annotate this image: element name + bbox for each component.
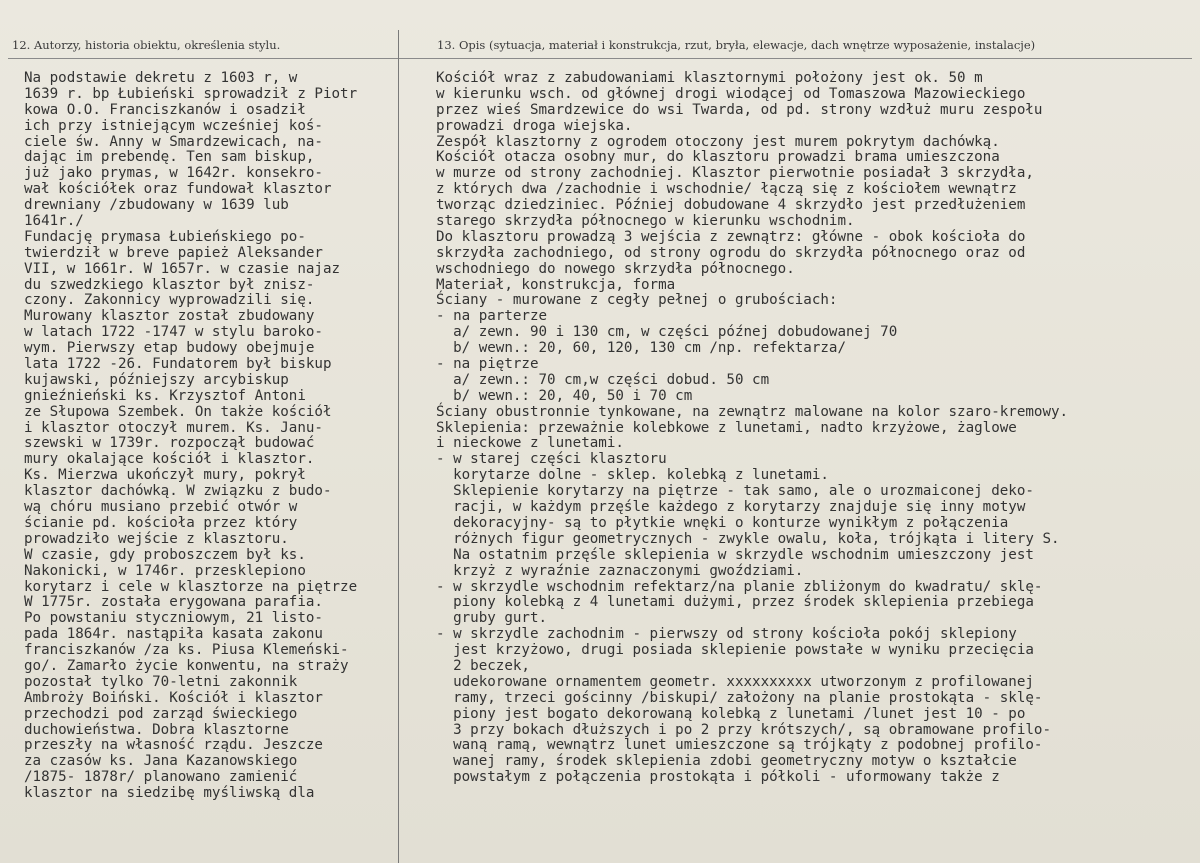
text-line: /1875- 1878r/ planowano zamienić xyxy=(24,769,298,786)
text-line: już jako prymas, w 1642r. konsekro- xyxy=(24,165,323,182)
text-line: Na ostatnim przęśle sklepienia w skrzydle wschodnim umieszczony jest xyxy=(436,546,1034,563)
text-line: du szwedzkiego klasztor był znisz- xyxy=(24,276,315,293)
text-line: 2 beczek, xyxy=(436,657,530,674)
text-line: pada 1864r. nastąpiła kasata zakonu xyxy=(24,626,323,643)
text-line: kujawski, późniejszy arcybiskup xyxy=(24,371,289,388)
text-line: 3 przy bokach dłuższych i po 2 przy krótszych/, są obramowane profilo- xyxy=(436,721,1051,738)
column-divider xyxy=(398,30,399,863)
text-line: piony jest bogato dekorowaną kolebką z lunetami /lunet jest 10 - po xyxy=(436,705,1026,722)
text-line: Po powstaniu styczniowym, 21 listo- xyxy=(24,610,323,627)
text-line: Materiał, konstrukcja, forma xyxy=(436,276,676,293)
text-line: z których dwa /zachodnie i wschodnie/ łączą się z kościołem wewnątrz xyxy=(436,181,1017,198)
history-text-column xyxy=(24,71,396,802)
text-line: ścianie pd. kościoła przez który xyxy=(24,514,298,531)
text-line: korytarze dolne - sklep. kolebką z lunetami. xyxy=(436,467,829,484)
text-line: franciszkanów /za ks. Piusa Klemeński- xyxy=(24,642,349,659)
text-line: wą chóru musiano przebić otwór w xyxy=(24,499,298,516)
text-line: powstałym z połączenia prostokąta i półkoli - uformowany także z xyxy=(436,769,1000,786)
text-line: ramy, trzeci gościnny /biskupi/ założony na planie prostokąta - sklę- xyxy=(436,689,1043,706)
text-line: i nieckowe z lunetami. xyxy=(436,435,624,452)
text-line: Kościół otacza osobny mur, do klasztoru prowadzi brama umieszczona xyxy=(436,149,1000,166)
text-line: duchowieństwa. Dobra klasztorne xyxy=(24,721,289,738)
text-line: - na piętrze xyxy=(436,356,539,373)
text-line: szewski w 1739r. rozpoczął budować xyxy=(24,435,315,452)
text-line: lata 1722 -26. Fundatorem był biskup xyxy=(24,356,332,373)
text-line: ciele św. Anny w Smardzewicach, na- xyxy=(24,133,323,150)
text-line: waną ramą, wewnątrz lunet umieszczone są trójkąty z podobnej profilo- xyxy=(436,737,1043,754)
text-line: Nakonicki, w 1746r. przesklepiono xyxy=(24,562,306,579)
text-line: klasztor na siedzibę myśliwską dla xyxy=(24,785,315,802)
text-line: 1641r./ xyxy=(24,213,84,230)
text-line: - na parterze xyxy=(436,308,548,325)
text-line: a/ zewn.: 70 cm,w części dobud. 50 cm xyxy=(436,371,770,388)
text-line: i klasztor otoczył murem. Ks. Janu- xyxy=(24,419,323,436)
text-line: korytarz i cele w klasztorze na piętrze xyxy=(24,578,358,595)
text-line: prowadziło wejście z klasztoru. xyxy=(24,530,289,547)
text-line: przez wieś Smardzewice do wsi Twarda, od pd. strony wzdłuż muru zespołu xyxy=(436,101,1043,118)
text-line: przeszły na własność rządu. Jeszcze xyxy=(24,737,323,754)
description-text-column xyxy=(436,71,1196,786)
text-line: przechodzi pod zarząd świeckiego xyxy=(24,705,298,722)
text-line: ze Słupowa Szembek. On także kościół xyxy=(24,403,332,420)
text-line: drewniany /zbudowany w 1639 lub xyxy=(24,197,289,214)
text-line: wanej ramy, środek sklepienia zdobi geometryczny motyw o kształcie xyxy=(436,753,1017,770)
text-line: w kierunku wsch. od głównej drogi wiodącej od Tomaszowa Mazowieckiego xyxy=(436,85,1026,102)
text-line: Fundację prymasa Łubieńskiego po- xyxy=(24,228,306,245)
text-line: krzyż z wyraźnie zaznaczonymi gwoździami. xyxy=(436,562,804,579)
text-line: - w skrzydle zachodnim - pierwszy od strony kościoła pokój sklepiony xyxy=(436,626,1017,643)
text-line: pozostał tylko 70-letni zakonnik xyxy=(24,673,298,690)
text-line: wym. Pierwszy etap budowy obejmuje xyxy=(24,340,315,357)
text-line: ich przy istniejącym wcześniej koś- xyxy=(24,117,323,134)
text-line: starego skrzydła północnego w kierunku wschodnim. xyxy=(436,213,855,230)
text-line: czony. Zakonnicy wyprowadzili się. xyxy=(24,292,315,309)
text-line: W 1775r. została erygowana parafia. xyxy=(24,594,323,611)
text-line: a/ zewn. 90 i 130 cm, w części późnej dobudowanej 70 xyxy=(436,324,898,341)
text-line: Sklepienia: przeważnie kolebkowe z lunetami, nadto krzyżowe, żaglowe xyxy=(436,419,1017,436)
text-line: tworząc dziedziniec. Później dobudowane 4 skrzydło jest przedłużeniem xyxy=(436,197,1026,214)
text-line: piony kolebką z 4 lunetami dużymi, przez środek sklepienia przebiega xyxy=(436,594,1034,611)
text-line: Zespół klasztorny z ogrodem otoczony jest murem pokrytym dachówką. xyxy=(436,133,1000,150)
text-line: gruby gurt. xyxy=(436,610,548,627)
text-line: Ściany - murowane z cegły pełnej o grubościach: xyxy=(436,292,838,309)
text-line: Ściany obustronnie tynkowane, na zewnątrz malowane na kolor szaro-kremowy. xyxy=(436,403,1069,420)
text-line: gnieźnieński ks. Krzysztof Antoni xyxy=(24,387,306,404)
text-line: kowa O.O. Franciszkanów i osadził xyxy=(24,101,306,118)
text-line: skrzydła zachodniego, od strony ogrodu do skrzydła północnego oraz od xyxy=(436,244,1026,261)
text-line: dając im prebendę. Ten sam biskup, xyxy=(24,149,315,166)
text-line: udekorowane ornamentem geometr. xxxxxxxxxx utworzonym z profilowanej xyxy=(436,673,1034,690)
text-line: W czasie, gdy proboszczem był ks. xyxy=(24,546,306,563)
text-line: wschodniego do nowego skrzydła północnego. xyxy=(436,260,795,277)
text-line: 1639 r. bp Łubieński sprowadził z Piotr xyxy=(24,85,358,102)
text-line: za czasów ks. Jana Kazanowskiego xyxy=(24,753,298,770)
text-line: b/ wewn.: 20, 40, 50 i 70 cm xyxy=(436,387,693,404)
section-12-header: 12. Autorzy, historia obiektu, określenia stylu. xyxy=(12,38,281,52)
text-line: jest krzyżowo, drugi posiada sklepienie powstałe w wyniku przecięcia xyxy=(436,642,1034,659)
text-line: Murowany klasztor został zbudowany xyxy=(24,308,315,325)
text-line: Ambroży Boiński. Kościół i klasztor xyxy=(24,689,323,706)
text-line: go/. Zamarło życie konwentu, na straży xyxy=(24,657,349,674)
text-line: dekoracyjny- są to płytkie wnęki o konturze wynikłym z połączenia xyxy=(436,514,1009,531)
header-rule xyxy=(8,58,1192,59)
text-line: klasztor dachówką. W związku z budo- xyxy=(24,483,332,500)
text-line: różnych figur geometrycznych - zwykle owalu, koła, trójkąta i litery S. xyxy=(436,530,1060,547)
text-line: Na podstawie dekretu z 1603 r, w xyxy=(24,70,298,86)
text-line: Sklepienie korytarzy na piętrze - tak samo, ale o urozmaiconej deko- xyxy=(436,483,1034,500)
text-line: Ks. Mierzwa ukończył mury, pokrył xyxy=(24,467,306,484)
text-line: racji, w każdym przęśle każdego z korytarzy znajduje się inny motyw xyxy=(436,499,1026,516)
text-line: - w skrzydle wschodnim refektarz/na planie zbliżonym do kwadratu/ sklę- xyxy=(436,578,1043,595)
text-line: - w starej części klasztoru xyxy=(436,451,667,468)
text-line: prowadzi droga wiejska. xyxy=(436,117,633,134)
section-13-header: 13. Opis (sytuacja, materiał i konstrukcja, rzut, bryła, elewacje, dach wnętrze wyposażenie, instalacje) xyxy=(437,38,1036,52)
text-line: b/ wewn.: 20, 60, 120, 130 cm /np. refektarza/ xyxy=(436,340,846,357)
text-line: wał kościółek oraz fundował klasztor xyxy=(24,181,332,198)
text-line: Do klasztoru prowadzą 3 wejścia z zewnątrz: główne - obok kościoła do xyxy=(436,228,1026,245)
text-line: w latach 1722 -1747 w stylu baroko- xyxy=(24,324,323,341)
text-line: VII, w 1661r. W 1657r. w czasie najaz xyxy=(24,260,341,277)
text-line: twierdził w breve papież Aleksander xyxy=(24,244,323,261)
text-line: Kościół wraz z zabudowaniami klasztornymi położony jest ok. 50 m xyxy=(436,70,983,86)
text-line: w murze od strony zachodniej. Klasztor pierwotnie posiadał 3 skrzydła, xyxy=(436,165,1034,182)
text-line: mury okalające kościół i klasztor. xyxy=(24,451,315,468)
